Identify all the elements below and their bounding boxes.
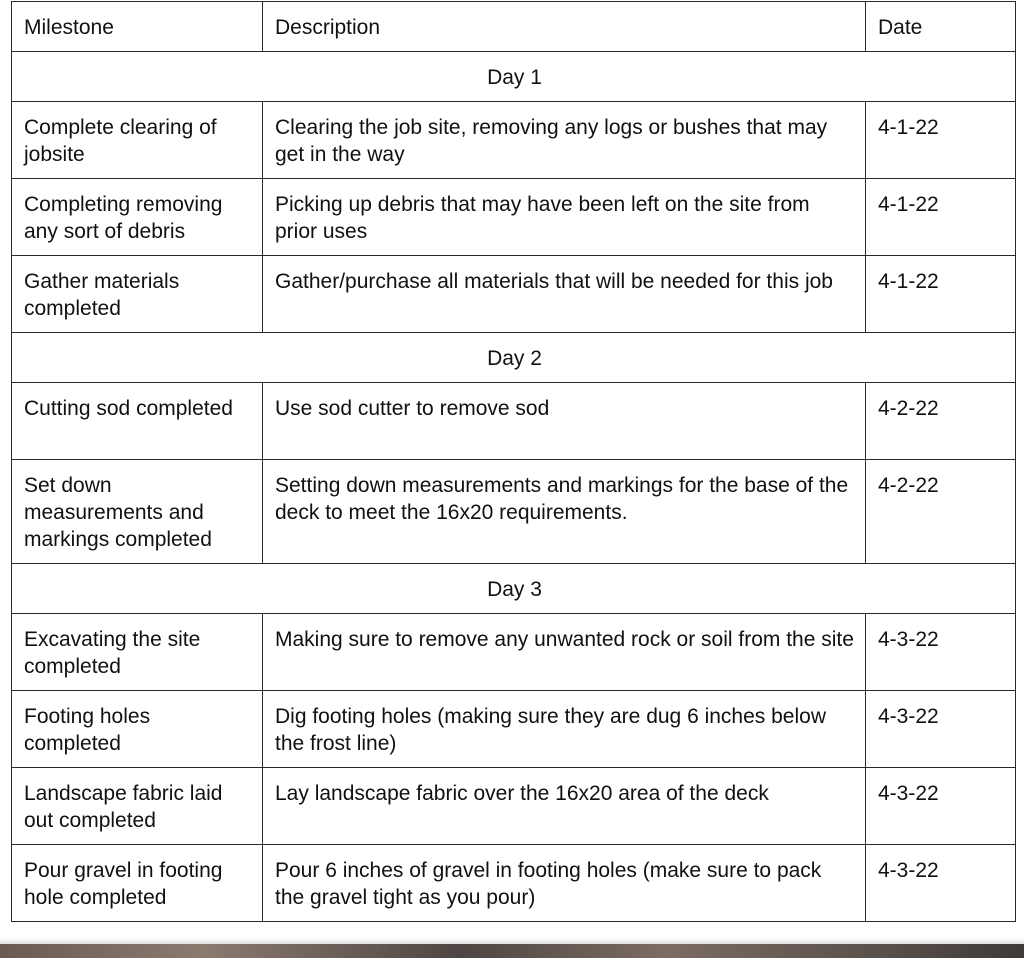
day-row xyxy=(12,333,1016,383)
header-date: Date xyxy=(866,2,1016,52)
milestone-cell: Completing removing any sort of debris xyxy=(12,179,263,256)
date-cell: 4-1-22 xyxy=(866,179,1016,256)
milestone-cell: Footing holes completed xyxy=(12,691,263,768)
table-row xyxy=(12,102,1016,179)
header-description: Description xyxy=(263,2,866,52)
milestone-cell: Complete clearing of jobsite xyxy=(12,102,263,179)
date-cell: 4-3-22 xyxy=(866,768,1016,845)
description-cell: Dig footing holes (making sure they are dug 6 inches below the frost line) xyxy=(263,691,866,768)
table-row xyxy=(12,614,1016,691)
date-cell: 4-3-22 xyxy=(866,691,1016,768)
description-cell: Pour 6 inches of gravel in footing holes (make sure to pack the gravel tight as you pour) xyxy=(263,845,866,922)
day-row xyxy=(12,52,1016,102)
day-row xyxy=(12,564,1016,614)
date-cell: 4-1-22 xyxy=(866,256,1016,333)
table-row xyxy=(12,256,1016,333)
table-row xyxy=(12,460,1016,564)
description-cell: Clearing the job site, removing any logs or bushes that may get in the way xyxy=(263,102,866,179)
description-cell: Setting down measurements and markings for the base of the deck to meet the 16x20 requirements. xyxy=(263,460,866,564)
header-milestone: Milestone xyxy=(12,2,263,52)
description-cell: Making sure to remove any unwanted rock or soil from the site xyxy=(263,614,866,691)
description-cell: Picking up debris that may have been left on the site from prior uses xyxy=(263,179,866,256)
date-cell: 4-3-22 xyxy=(866,845,1016,922)
milestone-cell: Set down measurements and markings completed xyxy=(12,460,263,564)
milestone-cell: Pour gravel in footing hole completed xyxy=(12,845,263,922)
date-cell: 4-1-22 xyxy=(866,102,1016,179)
date-cell: 4-3-22 xyxy=(866,614,1016,691)
day-label: Day 1 xyxy=(12,52,1016,102)
date-cell: 4-2-22 xyxy=(866,460,1016,564)
description-cell: Use sod cutter to remove sod xyxy=(263,383,866,460)
description-cell: Gather/purchase all materials that will be needed for this job xyxy=(263,256,866,333)
description-cell: Lay landscape fabric over the 16x20 area of the deck xyxy=(263,768,866,845)
day-label: Day 2 xyxy=(12,333,1016,383)
table-row xyxy=(12,179,1016,256)
table-row xyxy=(12,383,1016,460)
milestone-table xyxy=(11,1,1016,922)
table-row xyxy=(12,768,1016,845)
bottom-edge-strip xyxy=(0,944,1024,958)
milestone-cell: Cutting sod completed xyxy=(12,383,263,460)
milestone-cell: Landscape fabric laid out completed xyxy=(12,768,263,845)
milestone-cell: Gather materials completed xyxy=(12,256,263,333)
table-header-row xyxy=(12,2,1016,52)
table-row xyxy=(12,845,1016,922)
milestone-cell: Excavating the site completed xyxy=(12,614,263,691)
date-cell: 4-2-22 xyxy=(866,383,1016,460)
table-row xyxy=(12,691,1016,768)
day-label: Day 3 xyxy=(12,564,1016,614)
